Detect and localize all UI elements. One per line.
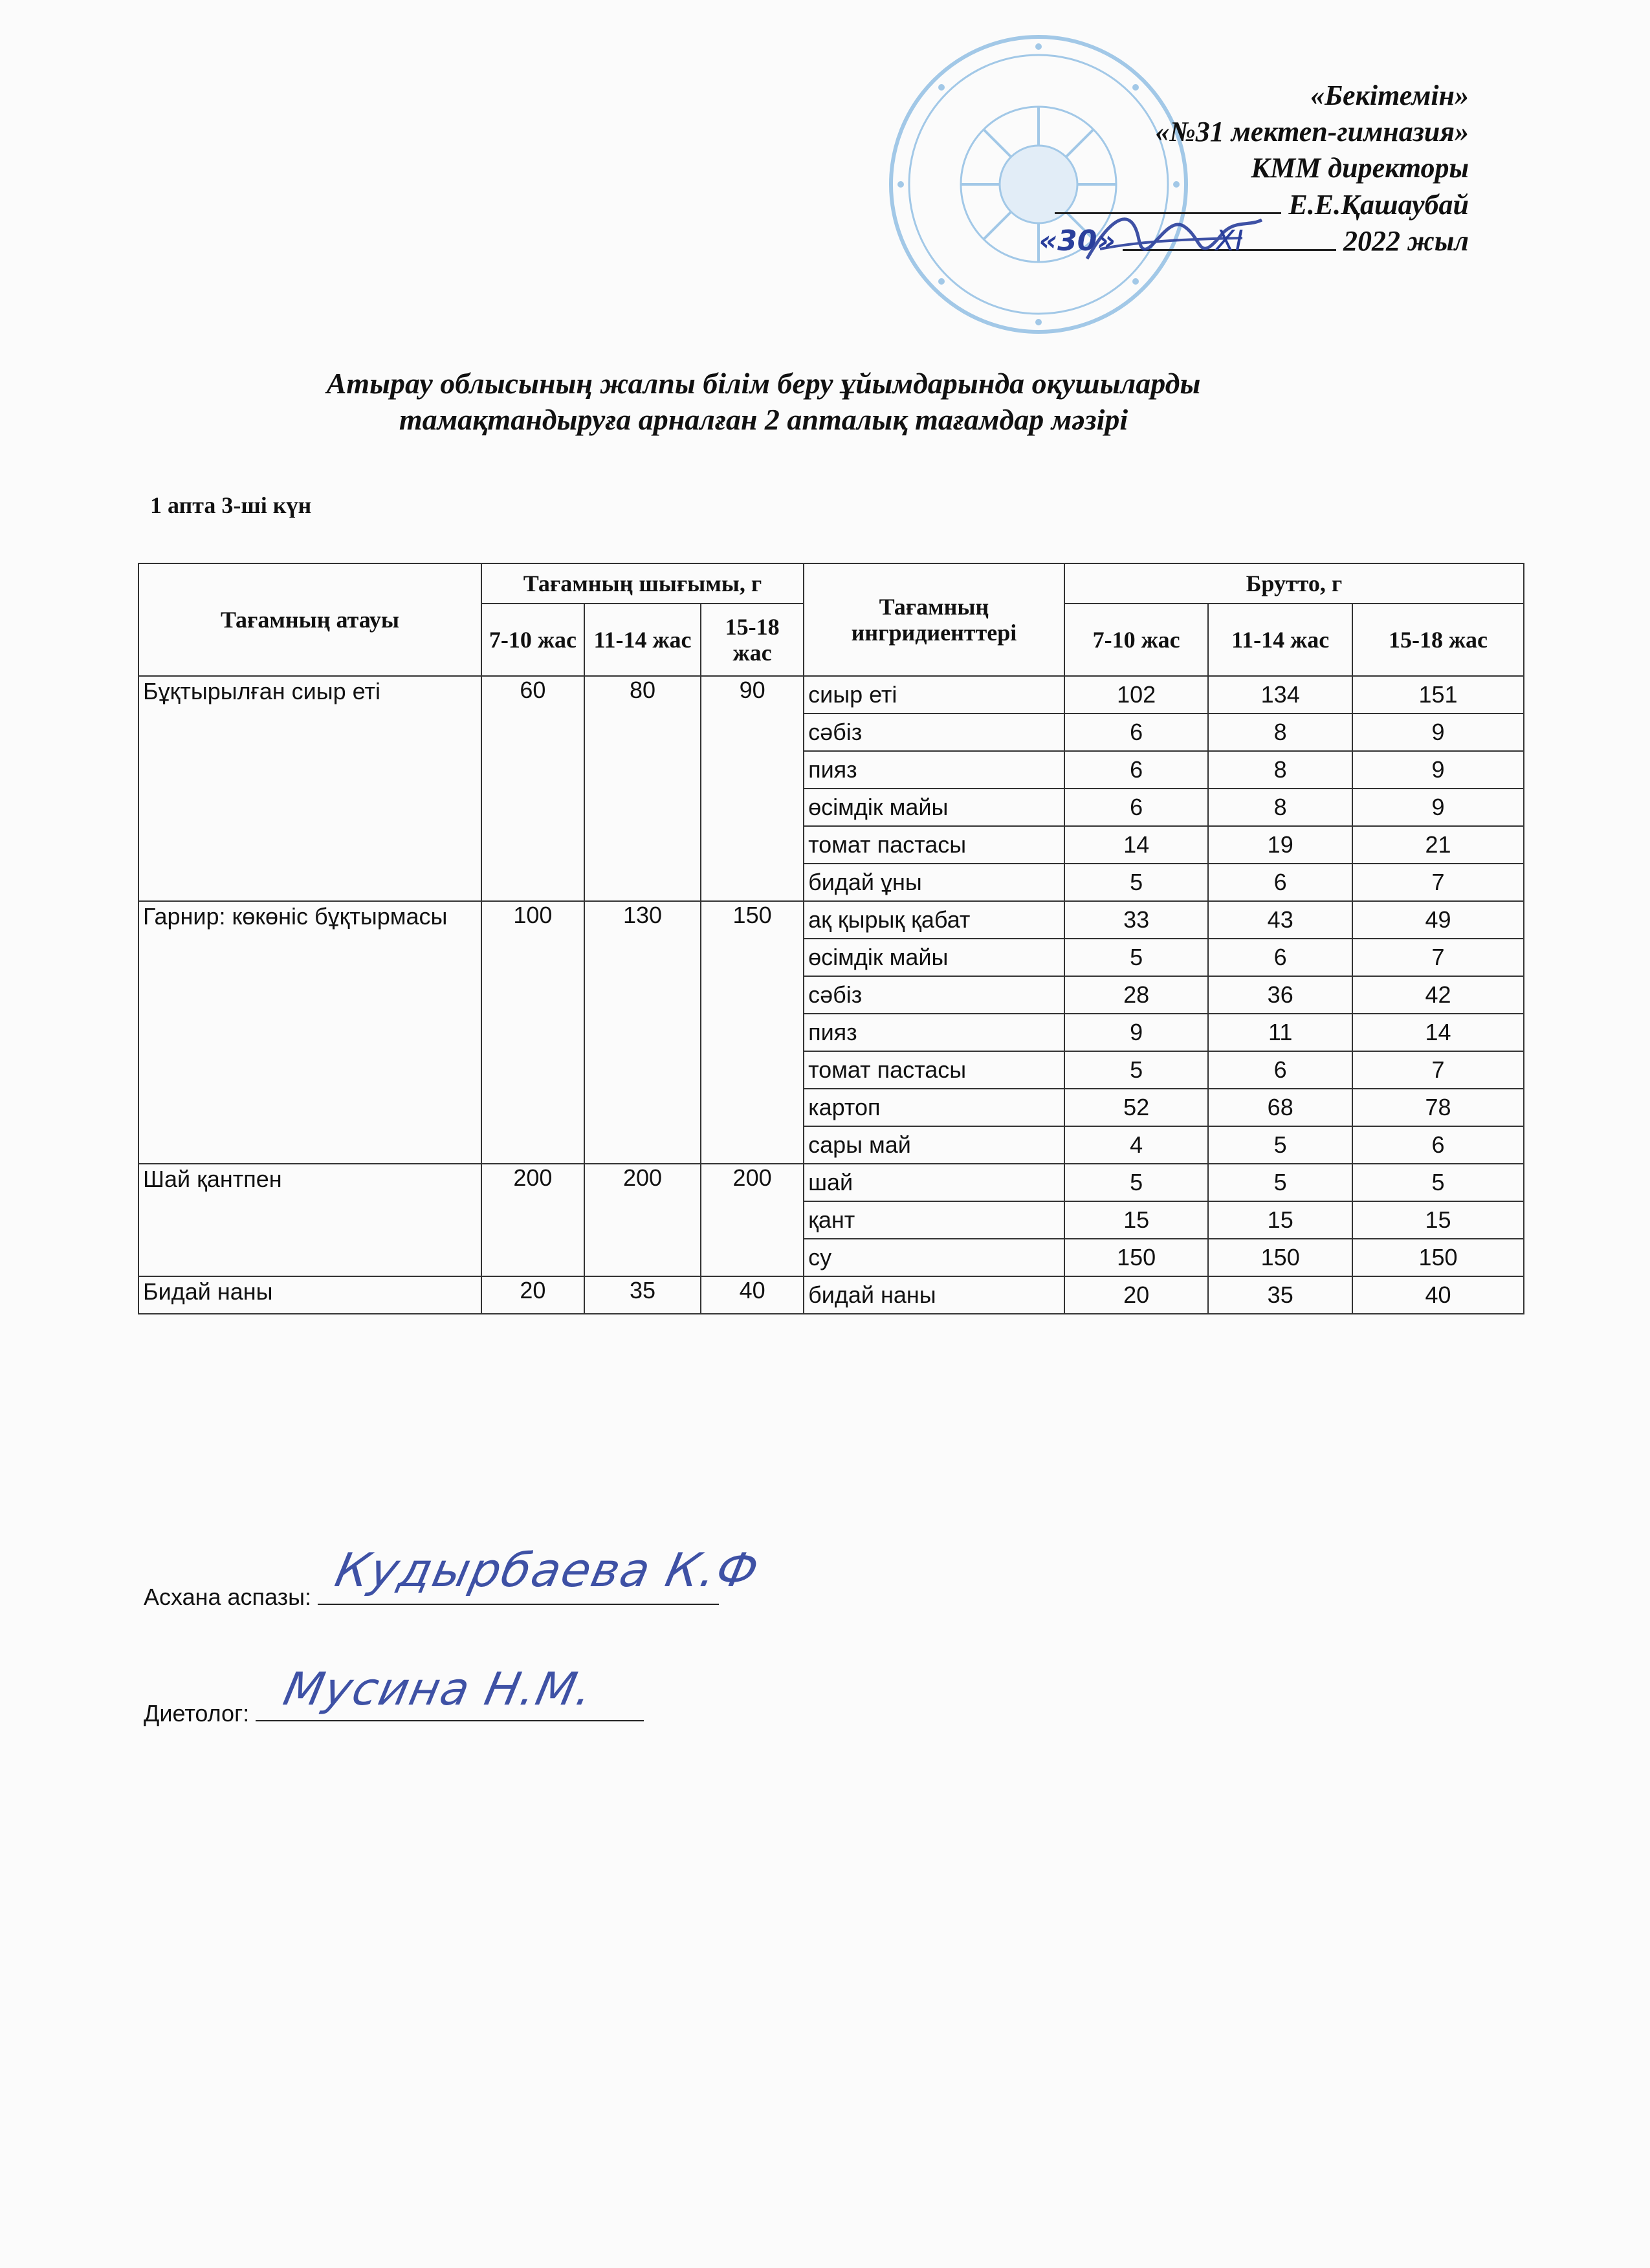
gross-value-cell: 6 bbox=[1064, 789, 1209, 826]
ingredient-name-cell: сары май bbox=[804, 1126, 1064, 1164]
date-day: «30» bbox=[1039, 224, 1116, 257]
gross-value-cell: 6 bbox=[1208, 1051, 1352, 1089]
approval-heading: «Бекітемін» bbox=[1310, 80, 1469, 111]
cook-label: Асхана аспазы: bbox=[144, 1584, 312, 1610]
gross-value-cell: 151 bbox=[1352, 676, 1524, 714]
ingredient-name-cell: бидай ұны bbox=[804, 864, 1064, 901]
gross-value-cell: 14 bbox=[1064, 826, 1209, 864]
ingredient-name-cell: қант bbox=[804, 1201, 1064, 1239]
day-label: 1 апта 3-ші күн bbox=[150, 492, 312, 518]
dish-output-cell: 200 bbox=[701, 1164, 804, 1276]
gross-value-cell: 5 bbox=[1064, 939, 1209, 976]
gross-value-cell: 52 bbox=[1064, 1089, 1209, 1126]
ingredient-name-cell: сәбіз bbox=[804, 976, 1064, 1014]
menu-table bbox=[138, 563, 1524, 1314]
header-gross-age-1: 7-10 жас bbox=[1064, 604, 1209, 676]
date-year: 2022 жыл bbox=[1343, 225, 1469, 257]
gross-value-cell: 8 bbox=[1208, 751, 1352, 789]
dish-name-cell: Бұқтырылған сиыр еті bbox=[138, 676, 481, 901]
dish-output-cell: 130 bbox=[584, 901, 701, 1164]
gross-value-cell: 19 bbox=[1208, 826, 1352, 864]
gross-value-cell: 6 bbox=[1208, 864, 1352, 901]
gross-value-cell: 9 bbox=[1064, 1014, 1209, 1051]
date-month: XI bbox=[1215, 224, 1244, 257]
header-output-age-1: 7-10 жас bbox=[481, 604, 584, 676]
gross-value-cell: 5 bbox=[1064, 1164, 1209, 1201]
header-gross: Брутто, г bbox=[1064, 563, 1524, 604]
gross-value-cell: 5 bbox=[1064, 1051, 1209, 1089]
table-row bbox=[138, 1164, 1524, 1201]
header-ingredients: Тағамның ингридиенттері bbox=[804, 563, 1064, 676]
gross-value-cell: 7 bbox=[1352, 939, 1524, 976]
dish-output-cell: 60 bbox=[481, 676, 584, 901]
gross-value-cell: 9 bbox=[1352, 714, 1524, 751]
table-row bbox=[138, 901, 1524, 939]
menu-title bbox=[149, 365, 1378, 438]
gross-value-cell: 11 bbox=[1208, 1014, 1352, 1051]
gross-value-cell: 78 bbox=[1352, 1089, 1524, 1126]
header-gross-age-2: 11-14 жас bbox=[1208, 604, 1352, 676]
dish-output-cell: 35 bbox=[584, 1276, 701, 1314]
ingredient-name-cell: су bbox=[804, 1239, 1064, 1276]
gross-value-cell: 14 bbox=[1352, 1014, 1524, 1051]
dish-output-cell: 80 bbox=[584, 676, 701, 901]
gross-value-cell: 42 bbox=[1352, 976, 1524, 1014]
gross-value-cell: 40 bbox=[1352, 1276, 1524, 1314]
dish-output-cell: 90 bbox=[701, 676, 804, 901]
gross-value-cell: 150 bbox=[1208, 1239, 1352, 1276]
ingredient-name-cell: картоп bbox=[804, 1089, 1064, 1126]
dish-output-cell: 200 bbox=[481, 1164, 584, 1276]
header-output-age-2: 11-14 жас bbox=[584, 604, 701, 676]
ingredient-name-cell: өсімдік майы bbox=[804, 789, 1064, 826]
school-name: «№31 мектеп-гимназия» bbox=[1155, 116, 1469, 147]
gross-value-cell: 15 bbox=[1352, 1201, 1524, 1239]
title-line-1: Атырау облысының жалпы білім беру ұйымдарында оқушыларды bbox=[326, 367, 1201, 400]
ingredient-name-cell: өсімдік майы bbox=[804, 939, 1064, 976]
gross-value-cell: 6 bbox=[1208, 939, 1352, 976]
table-row bbox=[138, 1276, 1524, 1314]
gross-value-cell: 4 bbox=[1064, 1126, 1209, 1164]
dietitian-signature: Мусина Н.М. bbox=[279, 1663, 599, 1716]
title-line-2: тамақтандыруға арналған 2 апталық тағамдар мәзірі bbox=[399, 403, 1128, 436]
dish-output-cell: 40 bbox=[701, 1276, 804, 1314]
dish-name-cell: Бидай наны bbox=[138, 1276, 481, 1314]
gross-value-cell: 7 bbox=[1352, 1051, 1524, 1089]
gross-value-cell: 5 bbox=[1208, 1126, 1352, 1164]
gross-value-cell: 102 bbox=[1064, 676, 1209, 714]
dish-output-cell: 200 bbox=[584, 1164, 701, 1276]
ingredient-name-cell: томат пастасы bbox=[804, 1051, 1064, 1089]
gross-value-cell: 15 bbox=[1208, 1201, 1352, 1239]
gross-value-cell: 6 bbox=[1352, 1126, 1524, 1164]
dish-output-cell: 100 bbox=[481, 901, 584, 1164]
ingredient-name-cell: пияз bbox=[804, 1014, 1064, 1051]
director-signature-icon bbox=[1074, 188, 1268, 285]
gross-value-cell: 21 bbox=[1352, 826, 1524, 864]
gross-value-cell: 134 bbox=[1208, 676, 1352, 714]
header-dish-name: Тағамның атауы bbox=[138, 563, 481, 676]
gross-value-cell: 35 bbox=[1208, 1276, 1352, 1314]
table-row bbox=[138, 676, 1524, 714]
director-name: Е.Е.Қашаубай bbox=[1288, 189, 1469, 221]
header-gross-age-3: 15-18 жас bbox=[1352, 604, 1524, 676]
gross-value-cell: 5 bbox=[1352, 1164, 1524, 1201]
gross-value-cell: 9 bbox=[1352, 751, 1524, 789]
gross-value-cell: 43 bbox=[1208, 901, 1352, 939]
gross-value-cell: 28 bbox=[1064, 976, 1209, 1014]
gross-value-cell: 33 bbox=[1064, 901, 1209, 939]
ingredient-name-cell: пияз bbox=[804, 751, 1064, 789]
gross-value-cell: 20 bbox=[1064, 1276, 1209, 1314]
gross-value-cell: 5 bbox=[1064, 864, 1209, 901]
ingredient-name-cell: ақ қырық қабат bbox=[804, 901, 1064, 939]
menu-table-body bbox=[138, 676, 1524, 1314]
gross-value-cell: 8 bbox=[1208, 714, 1352, 751]
dish-name-cell: Гарнир: көкөніс бұқтырмасы bbox=[138, 901, 481, 1164]
ingredient-name-cell: бидай наны bbox=[804, 1276, 1064, 1314]
gross-value-cell: 6 bbox=[1064, 751, 1209, 789]
dish-output-cell: 20 bbox=[481, 1276, 584, 1314]
ingredient-name-cell: томат пастасы bbox=[804, 826, 1064, 864]
cook-signature: Кудырбаева К.Ф bbox=[331, 1543, 765, 1597]
dietitian-label: Диетолог: bbox=[144, 1700, 250, 1727]
gross-value-cell: 8 bbox=[1208, 789, 1352, 826]
gross-value-cell: 9 bbox=[1352, 789, 1524, 826]
dish-output-cell: 150 bbox=[701, 901, 804, 1164]
gross-value-cell: 68 bbox=[1208, 1089, 1352, 1126]
gross-value-cell: 7 bbox=[1352, 864, 1524, 901]
gross-value-cell: 6 bbox=[1064, 714, 1209, 751]
director-position: КММ директоры bbox=[1251, 152, 1469, 184]
gross-value-cell: 150 bbox=[1352, 1239, 1524, 1276]
gross-value-cell: 150 bbox=[1064, 1239, 1209, 1276]
gross-value-cell: 15 bbox=[1064, 1201, 1209, 1239]
gross-value-cell: 49 bbox=[1352, 901, 1524, 939]
header-output-age-3: 15-18 жас bbox=[701, 604, 804, 676]
gross-value-cell: 36 bbox=[1208, 976, 1352, 1014]
ingredient-name-cell: сиыр еті bbox=[804, 676, 1064, 714]
ingredient-name-cell: сәбіз bbox=[804, 714, 1064, 751]
ingredient-name-cell: шай bbox=[804, 1164, 1064, 1201]
dish-name-cell: Шай қантпен bbox=[138, 1164, 481, 1276]
header-output: Тағамның шығымы, г bbox=[481, 563, 804, 604]
gross-value-cell: 5 bbox=[1208, 1164, 1352, 1201]
